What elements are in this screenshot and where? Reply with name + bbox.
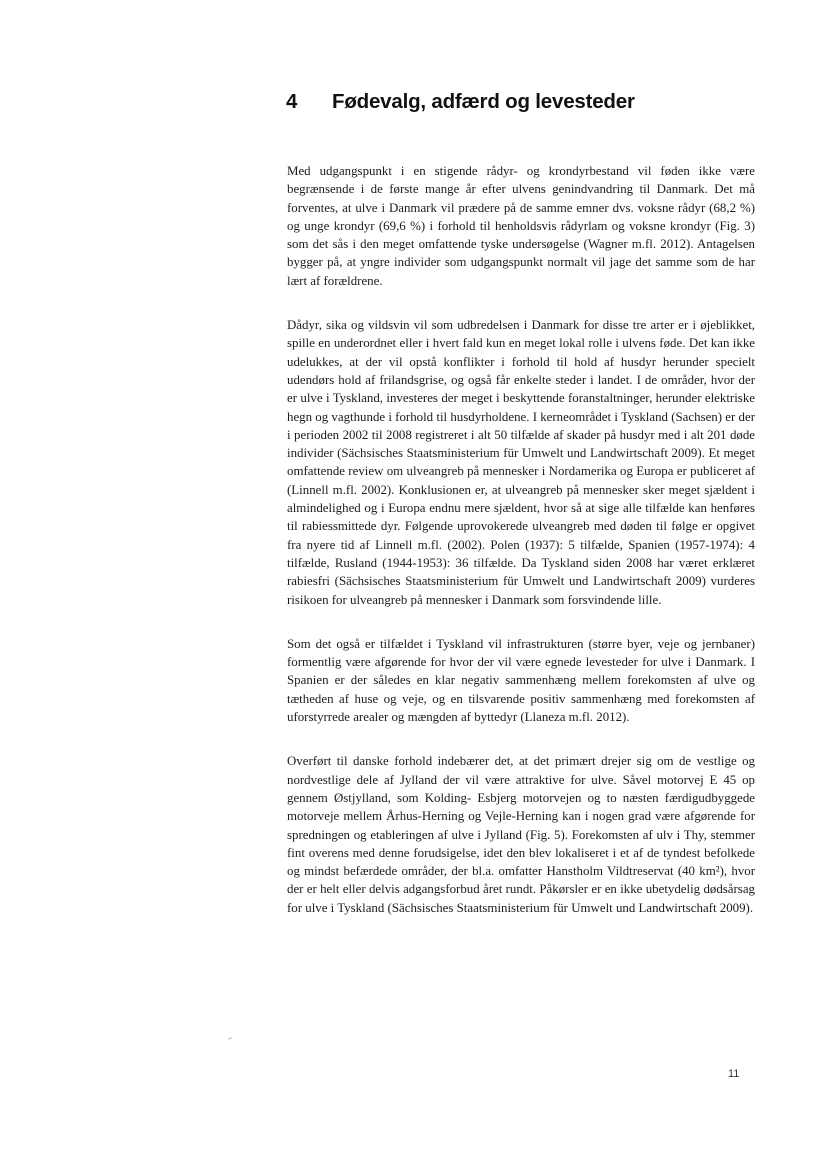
- scan-speck: [228, 1037, 232, 1040]
- paragraph-danish-conditions: Overført til danske forhold indebærer det, at det primært drejer sig om de vestlige og nordvestlige dele af Jylland der vil være attraktive for ulve. Såvel motorvej E 45 op gennem Østjylland, som Kolding- Esbjerg motorvejen og to næsten færdigudbyggede motorveje mellem Århus-Herning og Vejle-Herning kan i nogen grad være afgørende for spredningen og etableringen af ulve i Jylland (Fig. 5). Forekomsten af ulv i Thy, stemmer fint overens med denne forudsigelse, idet den blev lokaliseret i et af de tyndest befolkede og mindst befærdede områder, der bl.a. omfatter Hanstholm Vildtreservat (40 km²), hvor der er helt eller delvis adgangsforbud året rundt. Påkørsler er en ikke ubetydelig dødsårsag for ulve i Tyskland (Sächsisches Staatsministerium für Umwelt und Landwirtschaft 2009).: [287, 754, 755, 915]
- paragraph-infrastructure: Som det også er tilfældet i Tyskland vil infrastrukturen (større byer, veje og jernbaner) formentlig være afgørende for hvor der vil være egnede levesteder for ulve i Danmark. I Spanien er der således en klar negativ sammenhæng mellem forekomsten af ulve og tætheden af huse og veje, og en tilsvarende positiv sammenhæng med forekomsten af uforstyrrede arealer og mængden af byttedyr (Llaneza m.fl. 2012).: [287, 636, 755, 725]
- paragraph-food: Med udgangspunkt i en stigende rådyr- og krondyrbestand vil føden ikke være begrænsende i de første mange år efter ulvens genindvandring til Danmark. Det må forventes, at ulve i Danmark vil prædere på de samme emner dvs. voksne rådyr (68,2 %) og unge krondyr (69,6 %) i forhold til henholdsvis rådyrlam og voksne krondyr (Fig. 3) som det sås i den meget omfattende tyske undersøgelse (Wagner m.fl. 2012). Antagelsen bygger på, at yngre individer som udgangspunkt normalt vil jage det samme som de har lært af forældrene.: [287, 164, 755, 288]
- paragraph-conflicts: Dådyr, sika og vildsvin vil som udbredelsen i Danmark for disse tre arter er i øjeblikket, spille en underordnet eller i hvert fald kun en meget lokal rolle i ulvens føde. Det kan ikke udelukkes, at der vil opstå konflikter i forhold til hold af husdyr herunder specielt udendørs hold af frilandsgrise, og også får enkelte steder i landet. I de områder, hvor der er ulve i Tyskland, investeres der meget i beskyttende foranstaltninger, herunder elektriske hegn og vagthunde i forhold til husdyrholdene. I kerneområdet i Tyskland (Sachsen) er der i perioden 2002 til 2008 registreret i alt 50 tilfælde af skader på husdyr med i alt 201 døde individer (Sächsisches Staatsministerium für Umwelt und Landwirtschaft 2009). Et meget omfattende review om ulveangreb på mennesker i Nordamerika og Europa er publiceret af (Linnell m.fl. 2002). Konklusionen er, at ulveangreb på mennesker sker meget sjældent i almindelighed og i Europa endnu mere sjældent, hvor så at sige alle tilfælde kan henføres til rabiessmittede dyr. Følgende uprovokerede ulveangreb med døden til følge er opgivet fra nyere tid af Linnell m.fl. (2002). Polen (1937): 5 tilfælde, Spanien (1957-1974): 4 tilfælde, Rusland (1944-1953): 36 tilfælde. Da Tyskland siden 2008 har været erklæret rabiesfri (Sächsisches Staatsministerium für Umwelt und Landwirtschaft 2009) vurderes risikoen for ulveangreb på mennesker i Danmark som forsvindende lille.: [287, 318, 755, 607]
- body-text: [287, 162, 755, 943]
- chapter-title: Fødevalg, adfærd og levesteder: [332, 90, 635, 113]
- chapter-number: 4: [286, 90, 298, 113]
- page-number: 11: [728, 1068, 740, 1080]
- chapter-heading: [286, 90, 766, 114]
